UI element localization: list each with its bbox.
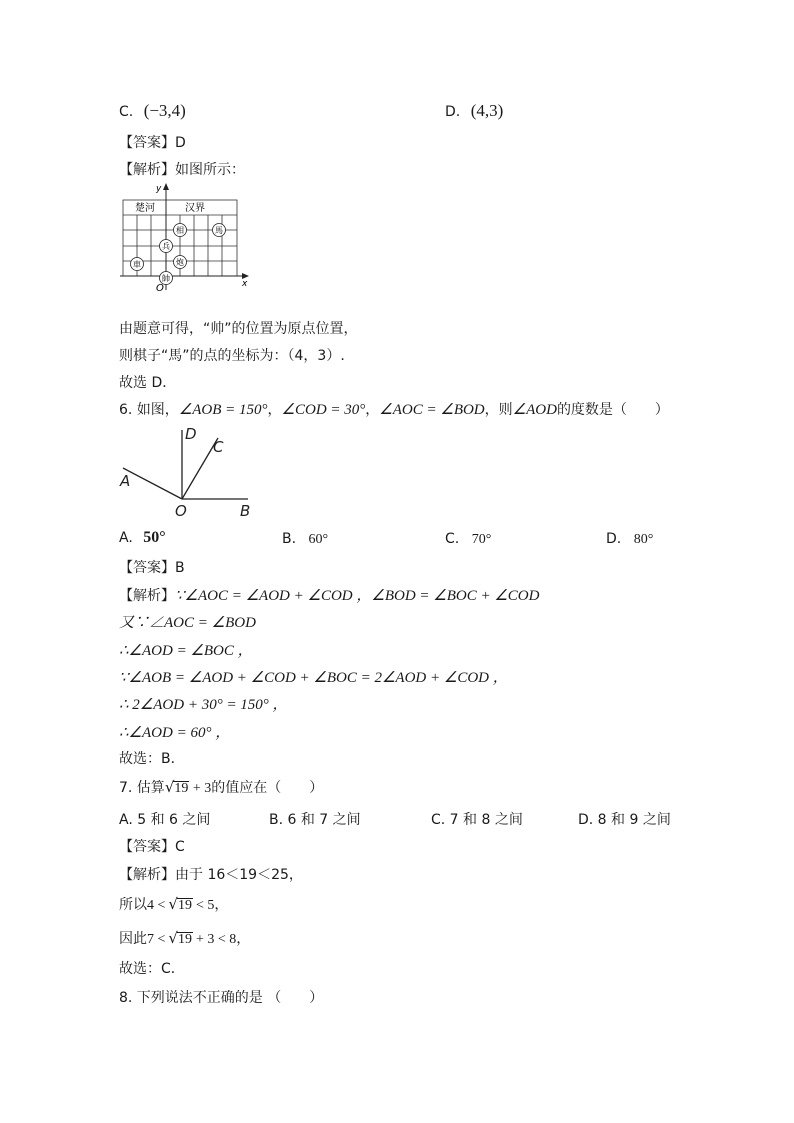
river-right-label: 汉界 [185, 203, 205, 214]
q7-analysis-line4: 故选：C． [119, 961, 185, 977]
option-label: A. [119, 530, 133, 546]
q5-analysis-intro: 【解析】如图所示： [119, 162, 245, 178]
stem-math: + 3 [189, 781, 212, 796]
q5-explanation-line2: 则棋子“馬”的点的坐标为：（4，3）. [119, 348, 345, 364]
q6-option-d [606, 531, 653, 548]
radical-sign: √ [164, 778, 175, 796]
q6-option-c [445, 531, 491, 548]
text: 因此 [119, 931, 147, 947]
option-label: B. [282, 531, 297, 547]
radical-sign: √ [168, 929, 178, 947]
q5-explanation-line1: 由题意可得，“帅”的位置为原点位置， [119, 321, 358, 337]
q6-analysis-line2: 又∵∠AOC = ∠BOD [119, 615, 256, 631]
stem-math: ∠AOD [512, 402, 557, 418]
q6-option-a [119, 529, 166, 547]
text: 所以 [119, 897, 147, 913]
option-value: 50° [143, 529, 166, 546]
q5-option-c [119, 101, 186, 121]
piece-ma-label: 馬 [215, 226, 223, 235]
q7-option-a: A. 5 和 6 之间 [119, 812, 211, 828]
stem-text: ， [365, 402, 380, 418]
option-label: C. [119, 104, 134, 120]
q6-analysis-line6: ∴∠AOD = 60° ， [119, 725, 231, 741]
stem-math: ∠AOB = 150° [178, 402, 268, 418]
q7-analysis-line2 [119, 894, 228, 914]
river-left-label: 楚河 [135, 203, 155, 214]
option-value: 80° [633, 532, 654, 547]
origin-label: O [156, 283, 164, 294]
option-value: (−3,4) [143, 101, 186, 120]
stem-text: 7. 估算 [119, 780, 165, 796]
q8-stem: 8. 下列说法不正确的是 （ ） [119, 990, 324, 1006]
option-value: 70° [471, 532, 492, 547]
q6-analysis-line4: ∵∠AOB = ∠AOD + ∠COD + ∠BOC = 2∠AOD + ∠COD ， [119, 670, 508, 686]
q6-stem [119, 399, 669, 419]
math: 4 < [147, 898, 166, 913]
option-value: (4,3) [470, 101, 504, 120]
label-b: B [240, 502, 251, 520]
q7-option-c: C. 7 和 8 之间 [431, 812, 523, 828]
piece-bing-label: 兵 [162, 242, 170, 251]
stem-math: ∠AOC = ∠BOD [379, 402, 485, 418]
axis-x-label: x [242, 279, 248, 289]
radicand: 19 [177, 932, 192, 947]
axis-y-label: y [156, 184, 162, 194]
math: + 3 < 8 [195, 932, 237, 947]
stem-text: 6. 如图， [119, 402, 179, 418]
label-c: C [213, 438, 224, 456]
q7-option-d: D. 8 和 9 之间 [578, 812, 671, 828]
label-d: D [185, 425, 197, 443]
text: ， [214, 897, 229, 913]
q5-explanation-line3: 故选 D． [119, 375, 177, 391]
q7-stem [119, 777, 323, 797]
option-label: D. [606, 531, 622, 547]
angle-figure [115, 422, 265, 520]
piece-shuai-label: 帥 [162, 274, 170, 283]
q7-analysis-line3 [119, 928, 250, 948]
math: < 5 [195, 898, 215, 913]
stem-text: ， [267, 402, 282, 418]
chess-grid-figure [118, 180, 253, 295]
q5-answer: 【答案】D [119, 135, 186, 151]
option-label: C. [445, 531, 460, 547]
q7-analysis-line1: 【解析】由于 16＜19＜25， [119, 867, 303, 883]
piece-xiang-label: 相 [176, 226, 184, 235]
option-label: D. [445, 104, 461, 120]
q7-option-b: B. 6 和 7 之间 [269, 812, 361, 828]
analysis-prefix: 【解析】 [119, 588, 175, 604]
stem-math: ∠COD = 30° [281, 402, 366, 418]
radical-sign: √ [168, 895, 178, 913]
math: 7 < [147, 932, 166, 947]
piece-pao-label: 炮 [176, 258, 184, 267]
q6-analysis-line1 [119, 584, 539, 605]
option-value: 60° [308, 532, 329, 547]
radicand: 19 [177, 898, 192, 913]
q6-answer: 【答案】B [119, 560, 185, 576]
q6-analysis-line5: ∴ 2∠AOD + 30° = 150° ， [119, 697, 288, 713]
q6-analysis-line7: 故选：B． [119, 751, 185, 767]
q5-option-d [445, 101, 503, 121]
analysis-math: ∵∠AOC = ∠AOD + ∠COD ，∠BOD = ∠BOC + ∠COD [175, 588, 540, 604]
radicand: 19 [174, 781, 189, 796]
q6-analysis-line3: ∴∠AOD = ∠BOC ， [119, 643, 253, 659]
label-o: O [175, 502, 187, 520]
q7-answer: 【答案】C [119, 839, 185, 855]
label-a: A [120, 472, 131, 490]
stem-text: ，则 [484, 402, 513, 418]
stem-text: 的值应在（ ） [211, 780, 324, 796]
stem-text: 的度数是（ ） [556, 402, 669, 418]
q6-option-b [282, 531, 328, 548]
text: ， [236, 931, 251, 947]
piece-che-label: 車 [133, 260, 141, 269]
